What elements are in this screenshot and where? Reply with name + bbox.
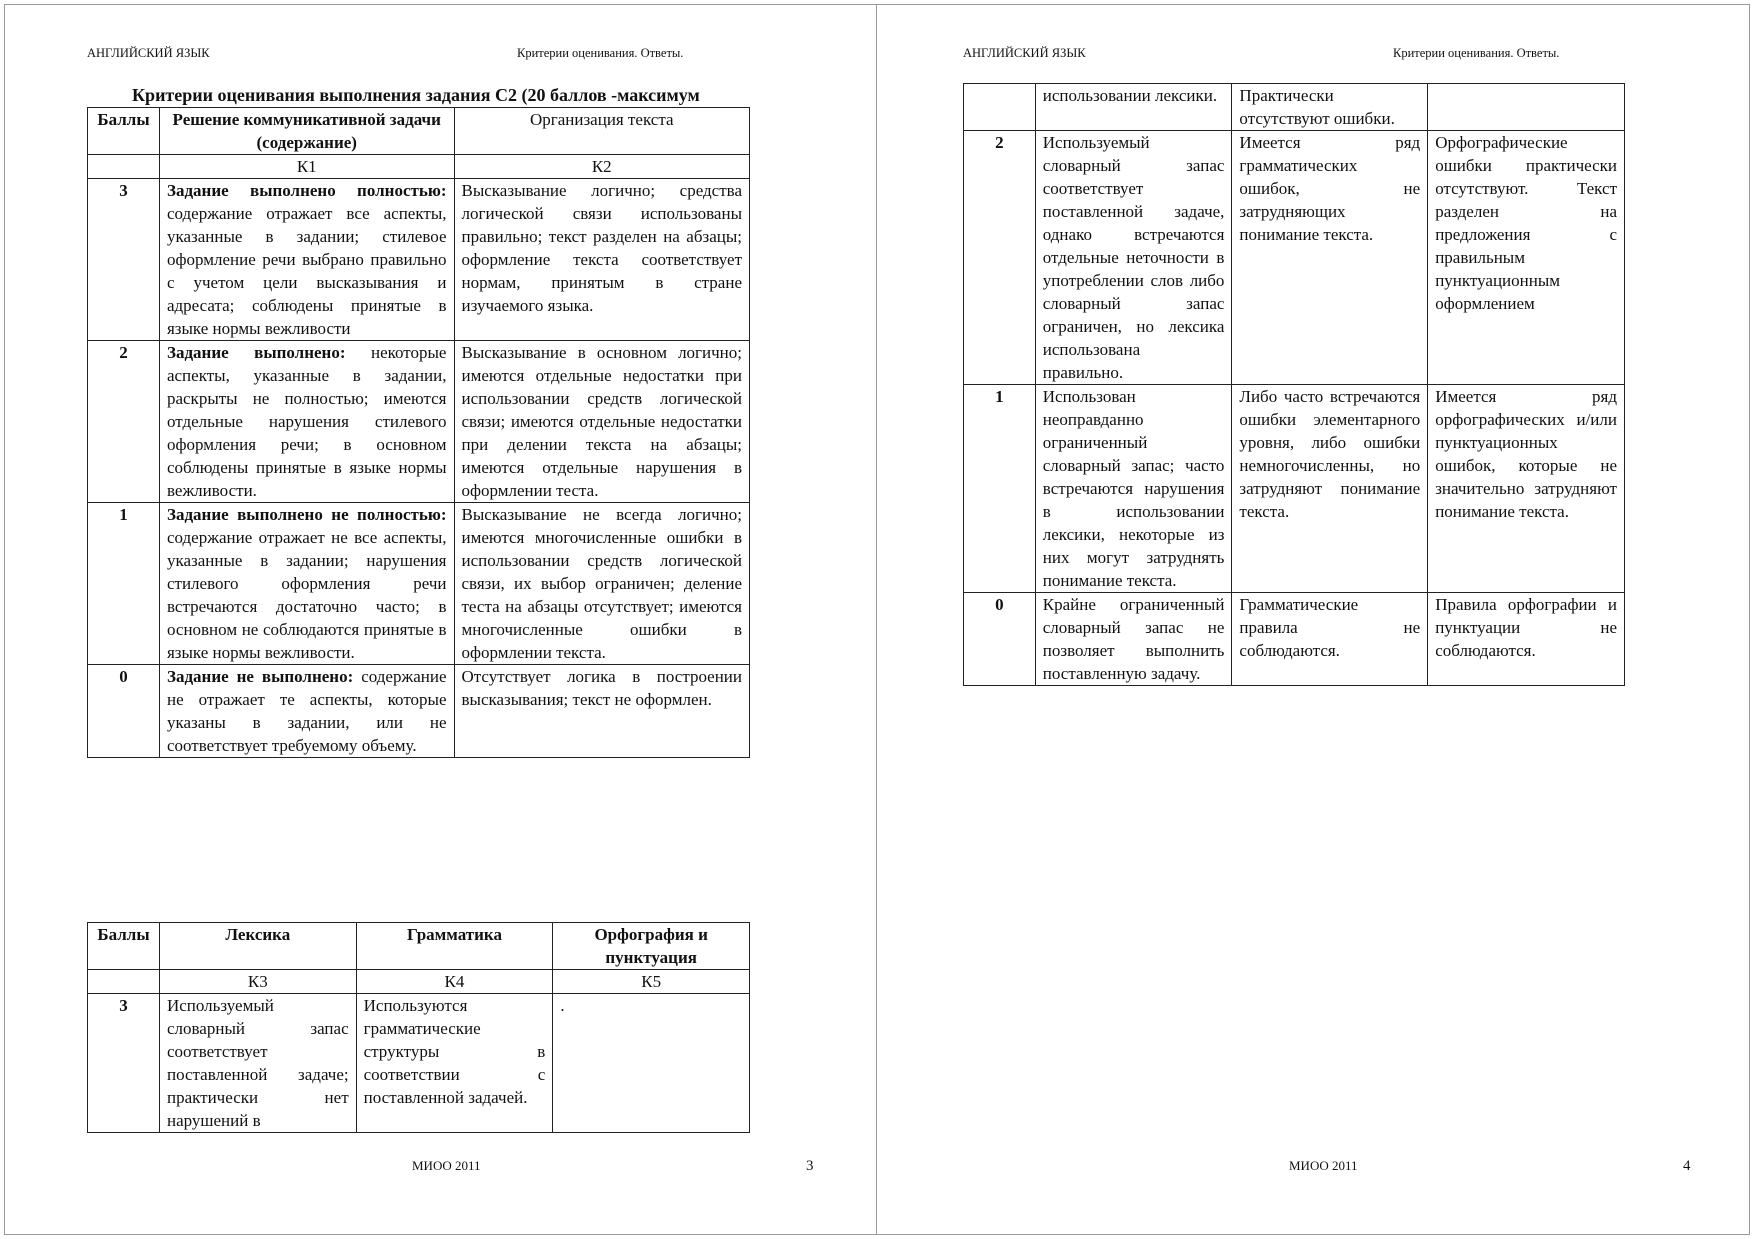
k1-lead: Задание выполнено полностью: <box>166 181 447 200</box>
k5-cell: . <box>553 994 750 1133</box>
k1-cell <box>159 665 454 758</box>
header-subject: АНГЛИЙСКИЙ ЯЗЫК <box>963 46 1086 60</box>
k1-lead: Задание выполнено не полностью: <box>166 505 447 524</box>
score: 2 <box>964 131 1036 385</box>
k3-cell: использовании лексики. <box>1035 84 1232 131</box>
k5-cell: Правила орфографии и пунктуации не соблюдаются. <box>1428 593 1625 686</box>
k3-cell: Использован неоправданно ограниченный словарный запас; часто встречаются нарушения в использовании лексики, некоторые из них могут затруднять понимание текста. <box>1035 385 1232 593</box>
header-score: Баллы <box>88 108 160 155</box>
k2-cell: Высказывание логично; средства логической связи использованы правильно; текст разделен на абзацы; оформление текста соответствует нормам, принятым в стране изучаемого языка. <box>454 179 750 341</box>
k1-text: содержание не отражает те аспекты, которые указаны в задании, или не соответствует требуемому объему. <box>166 667 447 755</box>
k2-cell: Высказывание не всегда логично; имеются многочисленные ошибки в использовании средств логической связи, их выбор ограничен; деление теста на абзацы отсутствует; имеются многочисленные ошибки в оформлении текста. <box>454 503 750 665</box>
k3-cell: Используемый словарный запас соответствует поставленной задаче; практически нет нарушений в <box>159 994 356 1133</box>
table-row <box>88 341 750 503</box>
score: 0 <box>964 593 1036 686</box>
header-section: Критерии оценивания. Ответы. <box>1393 46 1560 60</box>
header-k4: Грамматика <box>356 923 553 970</box>
score: 3 <box>88 179 160 341</box>
k5-cell: Имеется ряд орфографических и/или пунктуационных ошибок, которые не значительно затрудняют понимание текста. <box>1428 385 1625 593</box>
footer-org: МИОО 2011 <box>412 1158 481 1173</box>
k1-cell <box>159 341 454 503</box>
header-k3: Лексика <box>159 923 356 970</box>
score: 1 <box>964 385 1036 593</box>
k1-text: содержание отражает все аспекты, указанные в задании; стилевое оформление речи выбрано правильно с учетом цели высказывания и адресата; соблюдены принятые в языке нормы вежливости <box>166 204 447 338</box>
page-title: Критерии оценивания выполнения задания С2 (20 баллов -максимум <box>132 85 700 105</box>
k4-cell: Используются грамматические структуры в соответствии с поставленной задачей. <box>356 994 553 1133</box>
score: 0 <box>88 665 160 758</box>
criteria-table-k3-k5-continued <box>963 83 1625 686</box>
code-k3: К3 <box>159 970 356 994</box>
score: 2 <box>88 341 160 503</box>
k2-cell: Отсутствует логика в построении высказывания; текст не оформлен. <box>454 665 750 758</box>
header-k1: Решение коммуникативной задачи (содержание) <box>159 108 454 155</box>
table-row <box>88 503 750 665</box>
header-section: Критерии оценивания. Ответы. <box>517 46 684 60</box>
score: 3 <box>88 994 160 1133</box>
k1-text: содержание отражает не все аспекты, указанные в задании; нарушения стилевого оформления речи встречаются достаточно часто; в основном не соблюдаются принятые в языке нормы вежливости. <box>166 528 447 662</box>
k1-text: некоторые аспекты, указанные в задании, раскрыты не полностью; имеются отдельные нарушения стилевого оформления речи; в основном соблюдены принятые в языке нормы вежливости. <box>166 343 447 500</box>
criteria-table-k3-k5 <box>87 922 750 1133</box>
header-k5: Орфография и пунктуация <box>553 923 750 970</box>
code-k2: К2 <box>454 155 750 179</box>
code-k4: К4 <box>356 970 553 994</box>
criteria-table-k1-k2 <box>87 107 750 758</box>
k4-cell: Имеется ряд грамматических ошибок, не затрудняющих понимание текста. <box>1232 131 1428 385</box>
k5-cell <box>1428 84 1625 131</box>
table-row <box>964 84 1625 131</box>
k5-cell: Орфографические ошибки практически отсутствуют. Текст разделен на предложения с правильным пунктуационным оформлением <box>1428 131 1625 385</box>
footer-org: МИОО 2011 <box>1289 1158 1358 1173</box>
k3-cell: Крайне ограниченный словарный запас не позволяет выполнить поставленную задачу. <box>1035 593 1232 686</box>
score <box>964 84 1036 131</box>
score: 1 <box>88 503 160 665</box>
k3-cell: Используемый словарный запас соответствует поставленной задаче, однако встречаются отдельные неточности в употреблении слов либо словарный запас ограничен, но лексика использована правильно. <box>1035 131 1232 385</box>
header-k2: Организация текста <box>454 108 750 155</box>
k4-cell: Грамматические правила не соблюдаются. <box>1232 593 1428 686</box>
table-row <box>964 385 1625 593</box>
table-row <box>964 131 1625 385</box>
k2-cell: Высказывание в основном логично; имеются отдельные недостатки при использовании средств логической связи; имеются отдельные недостатки при делении текста на абзацы; имеются отдельные нарушения в оформлении теста. <box>454 341 750 503</box>
code-cell <box>88 155 160 179</box>
header-score: Баллы <box>88 923 160 970</box>
table-row <box>88 994 750 1133</box>
code-k1: К1 <box>159 155 454 179</box>
page-divider <box>876 4 877 1235</box>
k1-lead: Задание не выполнено: <box>166 667 354 686</box>
code-cell <box>88 970 160 994</box>
header-subject: АНГЛИЙСКИЙ ЯЗЫК <box>87 46 210 60</box>
k1-cell <box>159 503 454 665</box>
page-number: 3 <box>806 1158 814 1174</box>
table-row <box>88 179 750 341</box>
page-number: 4 <box>1683 1158 1691 1174</box>
code-k5: К5 <box>553 970 750 994</box>
k4-cell: Практически отсутствуют ошибки. <box>1232 84 1428 131</box>
k1-cell <box>159 179 454 341</box>
k4-cell: Либо часто встречаются ошибки элементарного уровня, либо ошибки немногочисленны, но затрудняют понимание текста. <box>1232 385 1428 593</box>
table-row <box>964 593 1625 686</box>
table-row <box>88 665 750 758</box>
k1-lead: Задание выполнено: <box>166 343 346 362</box>
